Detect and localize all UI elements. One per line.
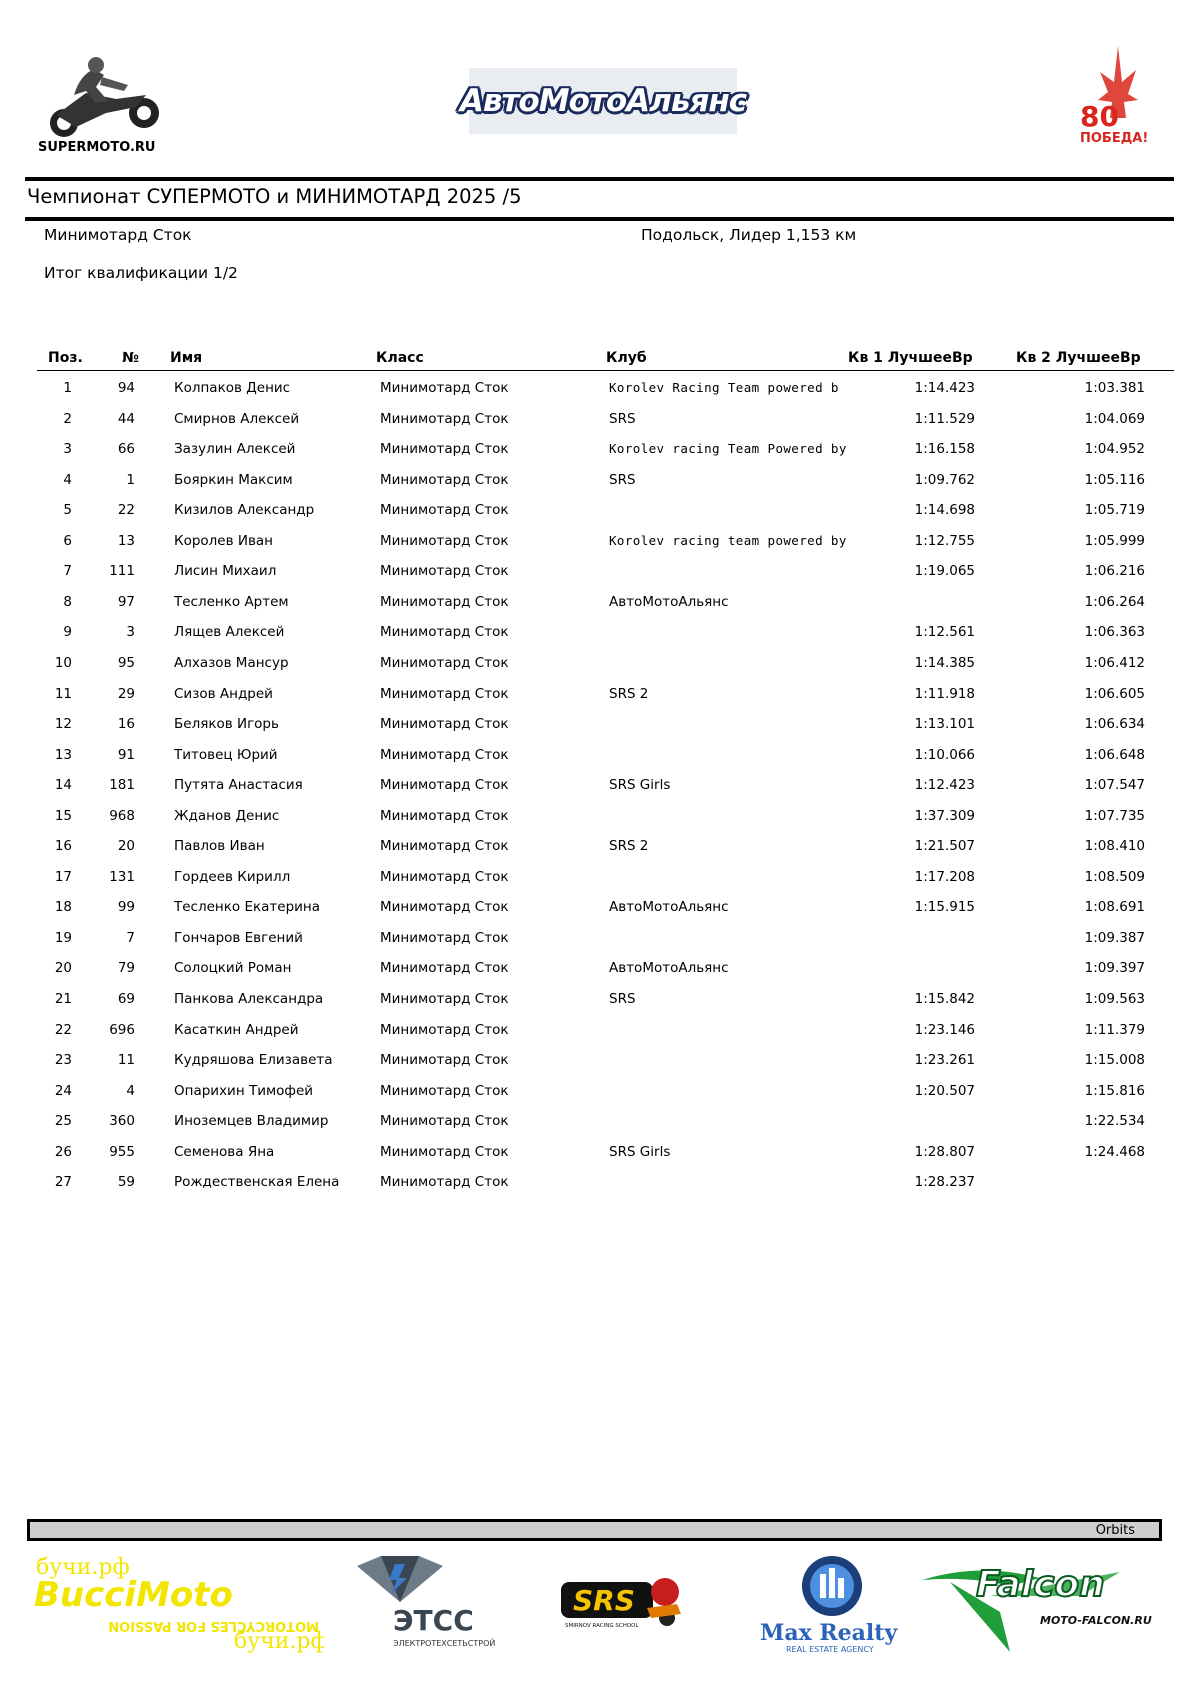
event-title: Чемпионат СУПЕРМОТО и МИНИМОТАРД 2025 /5 <box>27 185 522 208</box>
cell-q1: 1:28.807 <box>914 1143 975 1160</box>
cell-pos: 3 <box>63 441 72 458</box>
falcon-name: Falcon <box>976 1564 1105 1605</box>
cell-name: Беляков Игорь <box>174 716 279 733</box>
sponsor-maxrealty-logo <box>760 1552 905 1657</box>
table-row <box>0 838 1199 868</box>
cell-num: 696 <box>109 1021 135 1038</box>
cell-class: Минимотард Сток <box>380 868 509 885</box>
cell-pos: 12 <box>54 716 72 733</box>
cell-class: Минимотард Сток <box>380 899 509 916</box>
cell-club: АвтоМотоАльянс <box>609 899 729 916</box>
cell-name: Колпаков Денис <box>174 380 291 396</box>
cell-pos: 20 <box>54 960 72 977</box>
cell-pos: 25 <box>54 1113 72 1130</box>
col-header-pos: Поз. <box>48 350 83 366</box>
cell-name: Панкова Александра <box>174 991 324 1007</box>
cell-club: SRS 2 <box>609 685 649 702</box>
cell-name: Бояркин Максим <box>174 471 293 488</box>
cell-num: 11 <box>117 1052 135 1069</box>
cell-q2: 1:15.816 <box>1084 1082 1145 1099</box>
venue: Подольск, Лидер 1,153 км <box>641 226 857 244</box>
cell-class: Минимотард Сток <box>380 563 509 580</box>
cell-num: 955 <box>109 1143 135 1160</box>
table-row <box>0 563 1199 593</box>
cell-q2: 1:22.534 <box>1084 1113 1145 1130</box>
table-row <box>0 441 1199 471</box>
supermoto-logo-text: SUPERMOTO.RU <box>38 140 156 155</box>
cell-class: Минимотард Сток <box>380 410 509 427</box>
cell-name: Солоцкий Роман <box>174 960 292 977</box>
cell-num: 69 <box>117 991 135 1007</box>
cell-pos: 23 <box>54 1052 72 1069</box>
cell-pos: 5 <box>63 502 72 519</box>
table-row <box>0 991 1199 1021</box>
cell-q1: 1:11.918 <box>914 685 975 702</box>
table-row <box>0 502 1199 532</box>
cell-club: SRS <box>609 991 636 1007</box>
srs-name: SRS <box>573 1584 635 1617</box>
cell-name: Кизилов Александр <box>174 502 315 519</box>
cell-q2: 1:06.634 <box>1084 716 1145 733</box>
cell-q1: 1:09.762 <box>914 471 975 488</box>
cell-club: SRS Girls <box>609 1143 671 1160</box>
table-row <box>0 655 1199 685</box>
cell-q1: 1:19.065 <box>914 563 975 580</box>
etss-name: ЭТСС <box>393 1604 474 1637</box>
cell-name: Семенова Яна <box>174 1143 275 1160</box>
session-title: Итог квалификации 1/2 <box>44 264 238 282</box>
bucci-tagline: MOTORCYCLES FOR PASSION <box>108 1618 319 1633</box>
table-row <box>0 594 1199 624</box>
cell-name: Сизов Андрей <box>174 685 273 702</box>
cell-q2: 1:05.719 <box>1084 502 1145 519</box>
cell-name: Жданов Денис <box>174 807 280 824</box>
cell-club: АвтоМотоАльянс <box>609 960 729 977</box>
cell-pos: 9 <box>63 624 72 641</box>
cell-class: Минимотард Сток <box>380 502 509 519</box>
cell-q1: 1:17.208 <box>914 868 975 885</box>
table-row <box>0 930 1199 960</box>
cell-pos: 16 <box>54 838 72 855</box>
cell-q2: 1:06.648 <box>1084 746 1145 763</box>
cell-class: Минимотард Сток <box>380 1021 509 1038</box>
cell-class: Минимотард Сток <box>380 1052 509 1069</box>
cell-name: Лящев Алексей <box>174 624 285 641</box>
col-header-name: Имя <box>170 350 203 366</box>
cell-class: Минимотард Сток <box>380 441 509 458</box>
timing-footer-bar <box>27 1519 1162 1541</box>
cell-class: Минимотард Сток <box>380 685 509 702</box>
cell-name: Иноземцев Владимир <box>174 1113 329 1130</box>
cell-num: 44 <box>117 410 135 427</box>
table-row <box>0 1083 1199 1113</box>
cell-class: Минимотард Сток <box>380 746 509 763</box>
cell-q2: 1:06.363 <box>1084 624 1145 641</box>
cell-club: SRS <box>609 471 636 488</box>
cell-num: 59 <box>117 1174 135 1191</box>
cell-q1: 1:21.507 <box>914 838 975 855</box>
col-header-num: № <box>122 350 139 366</box>
cell-club: SRS 2 <box>609 838 649 855</box>
cell-pos: 21 <box>54 991 72 1007</box>
cell-q1: 1:20.507 <box>914 1082 975 1099</box>
timing-label: Orbits <box>1095 1523 1135 1538</box>
cell-class: Минимотард Сток <box>380 807 509 824</box>
cell-num: 968 <box>109 807 135 824</box>
cell-q2: 1:05.999 <box>1084 532 1145 549</box>
cell-club: SRS Girls <box>609 777 671 794</box>
cell-class: Минимотард Сток <box>380 960 509 977</box>
cell-q1: 1:12.561 <box>914 624 975 641</box>
cell-class: Минимотард Сток <box>380 777 509 794</box>
cell-name: Гордеев Кирилл <box>174 868 291 885</box>
cell-class: Минимотард Сток <box>380 532 509 549</box>
cell-q1: 1:14.698 <box>914 502 975 519</box>
cell-pos: 19 <box>54 929 72 946</box>
cell-q1: 1:15.915 <box>914 899 975 916</box>
cell-q1: 1:12.423 <box>914 777 975 794</box>
table-row <box>0 1113 1199 1143</box>
col-header-q2: Кв 2 ЛучшееВр <box>1016 350 1141 366</box>
cell-pos: 17 <box>54 868 72 885</box>
cell-q2: 1:24.468 <box>1084 1143 1145 1160</box>
cell-num: 20 <box>117 838 135 855</box>
cell-club: Korolev racing Team Powered by <box>609 441 847 457</box>
cell-num: 97 <box>117 593 135 610</box>
table-row <box>0 533 1199 563</box>
cell-name: Зазулин Алексей <box>174 441 296 458</box>
col-header-class: Класс <box>376 350 424 366</box>
cell-name: Путята Анастасия <box>174 777 303 794</box>
cell-class: Минимотард Сток <box>380 1174 509 1191</box>
cell-num: 1 <box>126 471 135 488</box>
etss-sub: ЭЛЕКТРОТЕХСЕТЬСТРОЙ <box>393 1639 495 1648</box>
cell-num: 95 <box>117 654 135 671</box>
sponsor-etss-logo <box>345 1552 495 1657</box>
cell-num: 3 <box>126 624 135 641</box>
cell-class: Минимотард Сток <box>380 380 509 396</box>
cell-q1: 1:28.237 <box>914 1174 975 1191</box>
cell-q1: 1:11.529 <box>914 410 975 427</box>
maxrealty-sub: REAL ESTATE AGENCY <box>786 1645 874 1654</box>
sponsor-falcon-logo <box>920 1552 1175 1657</box>
table-row <box>0 899 1199 929</box>
cell-num: 66 <box>117 441 135 458</box>
cell-pos: 11 <box>54 685 72 702</box>
cell-num: 79 <box>117 960 135 977</box>
cell-club: SRS <box>609 410 636 427</box>
cell-q2: 1:08.410 <box>1084 838 1145 855</box>
cell-pos: 13 <box>54 746 72 763</box>
table-row <box>0 411 1199 441</box>
table-row <box>0 1052 1199 1082</box>
cell-pos: 24 <box>54 1082 72 1099</box>
cell-q2: 1:09.563 <box>1084 991 1145 1007</box>
victory-80-number: 80 <box>1080 100 1119 133</box>
cell-q1: 1:15.842 <box>914 991 975 1007</box>
cell-q1: 1:23.261 <box>914 1052 975 1069</box>
cell-club: АвтоМотоАльянс <box>609 593 729 610</box>
cell-q2: 1:06.264 <box>1084 593 1145 610</box>
cell-num: 29 <box>117 685 135 702</box>
cell-q2: 1:04.952 <box>1084 441 1145 458</box>
cell-num: 181 <box>109 777 135 794</box>
cell-q1: 1:16.158 <box>914 441 975 458</box>
table-row <box>0 716 1199 746</box>
cell-class: Минимотард Сток <box>380 654 509 671</box>
cell-num: 91 <box>117 746 135 763</box>
cell-pos: 8 <box>63 593 72 610</box>
table-row <box>0 1022 1199 1052</box>
maxrealty-name: Max Realty <box>760 1620 898 1646</box>
cell-name: Рождественская Елена <box>174 1174 340 1191</box>
cell-name: Лисин Михаил <box>174 563 277 580</box>
falcon-site: MOTO-FALCON.RU <box>1040 1614 1152 1627</box>
cell-pos: 26 <box>54 1143 72 1160</box>
table-row <box>0 960 1199 990</box>
table-row <box>0 808 1199 838</box>
table-row <box>0 777 1199 807</box>
table-row <box>0 472 1199 502</box>
cell-pos: 2 <box>63 410 72 427</box>
cell-num: 360 <box>109 1113 135 1130</box>
cell-pos: 15 <box>54 807 72 824</box>
cell-name: Алхазов Мансур <box>174 654 289 671</box>
cell-class: Минимотард Сток <box>380 838 509 855</box>
victory-80-text: ПОБЕДА! <box>1080 131 1149 146</box>
bucci-site-top: бучи.рф <box>36 1555 130 1580</box>
cell-q2: 1:08.509 <box>1084 868 1145 885</box>
cell-name: Гончаров Евгений <box>174 929 303 946</box>
cell-name: Королев Иван <box>174 532 274 549</box>
cell-pos: 4 <box>63 471 72 488</box>
cell-class: Минимотард Сток <box>380 593 509 610</box>
cell-class: Минимотард Сток <box>380 1113 509 1130</box>
cell-club: Korolev racing team powered by <box>609 532 847 548</box>
cell-class: Минимотард Сток <box>380 1082 509 1099</box>
cell-pos: 1 <box>63 380 72 396</box>
table-row <box>0 1144 1199 1174</box>
cell-q2: 1:09.387 <box>1084 929 1145 946</box>
cell-q1: 1:37.309 <box>914 807 975 824</box>
cell-name: Тесленко Артем <box>174 593 289 610</box>
cell-pos: 10 <box>54 654 72 671</box>
cell-q1: 1:13.101 <box>914 716 975 733</box>
table-row <box>0 1174 1199 1204</box>
sponsor-srs-logo <box>555 1552 695 1657</box>
cell-pos: 14 <box>54 777 72 794</box>
table-row <box>0 624 1199 654</box>
cell-class: Минимотард Сток <box>380 624 509 641</box>
cell-num: 16 <box>117 716 135 733</box>
bucci-site-bottom: бучи.рф <box>234 1629 324 1654</box>
cell-class: Минимотард Сток <box>380 716 509 733</box>
cell-pos: 6 <box>63 532 72 549</box>
cell-q1: 1:10.066 <box>914 746 975 763</box>
cell-name: Кудряшова Елизавета <box>174 1052 333 1069</box>
col-header-q1: Кв 1 ЛучшееВр <box>848 350 973 366</box>
cell-q2: 1:06.412 <box>1084 654 1145 671</box>
cell-q2: 1:15.008 <box>1084 1052 1145 1069</box>
cell-q2: 1:09.397 <box>1084 960 1145 977</box>
cell-q2: 1:05.116 <box>1084 471 1145 488</box>
cell-name: Тесленко Екатерина <box>174 899 321 916</box>
cell-num: 4 <box>126 1082 135 1099</box>
cell-q2: 1:08.691 <box>1084 899 1145 916</box>
cell-q1: 1:14.385 <box>914 654 975 671</box>
table-row <box>0 380 1199 410</box>
cell-q2: 1:06.216 <box>1084 563 1145 580</box>
cell-q2: 1:06.605 <box>1084 685 1145 702</box>
cell-q2: 1:11.379 <box>1084 1021 1145 1038</box>
srs-sub: SMIRNOV RACING SCHOOL <box>565 1623 639 1629</box>
table-row <box>0 686 1199 716</box>
cell-club: Korolev Racing Team powered b <box>609 380 839 395</box>
cell-name: Касаткин Андрей <box>174 1021 299 1038</box>
cell-pos: 22 <box>54 1021 72 1038</box>
cell-q1: 1:12.755 <box>914 532 975 549</box>
cell-class: Минимотард Сток <box>380 471 509 488</box>
cell-q2: 1:07.547 <box>1084 777 1145 794</box>
cell-pos: 18 <box>54 899 72 916</box>
cell-pos: 27 <box>54 1174 72 1191</box>
col-header-club: Клуб <box>606 350 647 366</box>
automotoalliance-logo-text: АвтоМотоАльянс <box>459 83 747 119</box>
cell-class: Минимотард Сток <box>380 929 509 946</box>
cell-name: Павлов Иван <box>174 838 265 855</box>
cell-num: 94 <box>117 380 135 396</box>
cell-num: 22 <box>117 502 135 519</box>
cell-num: 111 <box>109 563 135 580</box>
cell-num: 13 <box>117 532 135 549</box>
cell-name: Опарихин Тимофей <box>174 1082 314 1099</box>
cell-num: 131 <box>109 868 135 885</box>
cell-num: 7 <box>126 929 135 946</box>
cell-q1: 1:23.146 <box>914 1021 975 1038</box>
cell-pos: 7 <box>63 563 72 580</box>
class-name: Минимотард Сток <box>44 226 192 244</box>
sponsor-buccimoto-logo <box>34 1552 324 1657</box>
bucci-name: BucciMoto <box>34 1575 233 1615</box>
cell-class: Минимотард Сток <box>380 991 509 1007</box>
cell-q2: 1:04.069 <box>1084 410 1145 427</box>
cell-num: 99 <box>117 899 135 916</box>
cell-name: Смирнов Алексей <box>174 410 300 427</box>
table-row <box>0 869 1199 899</box>
cell-name: Титовец Юрий <box>174 746 278 763</box>
table-row <box>0 747 1199 777</box>
cell-q1: 1:14.423 <box>914 380 975 396</box>
cell-q2: 1:03.381 <box>1084 380 1145 396</box>
cell-class: Минимотард Сток <box>380 1143 509 1160</box>
cell-q2: 1:07.735 <box>1084 807 1145 824</box>
